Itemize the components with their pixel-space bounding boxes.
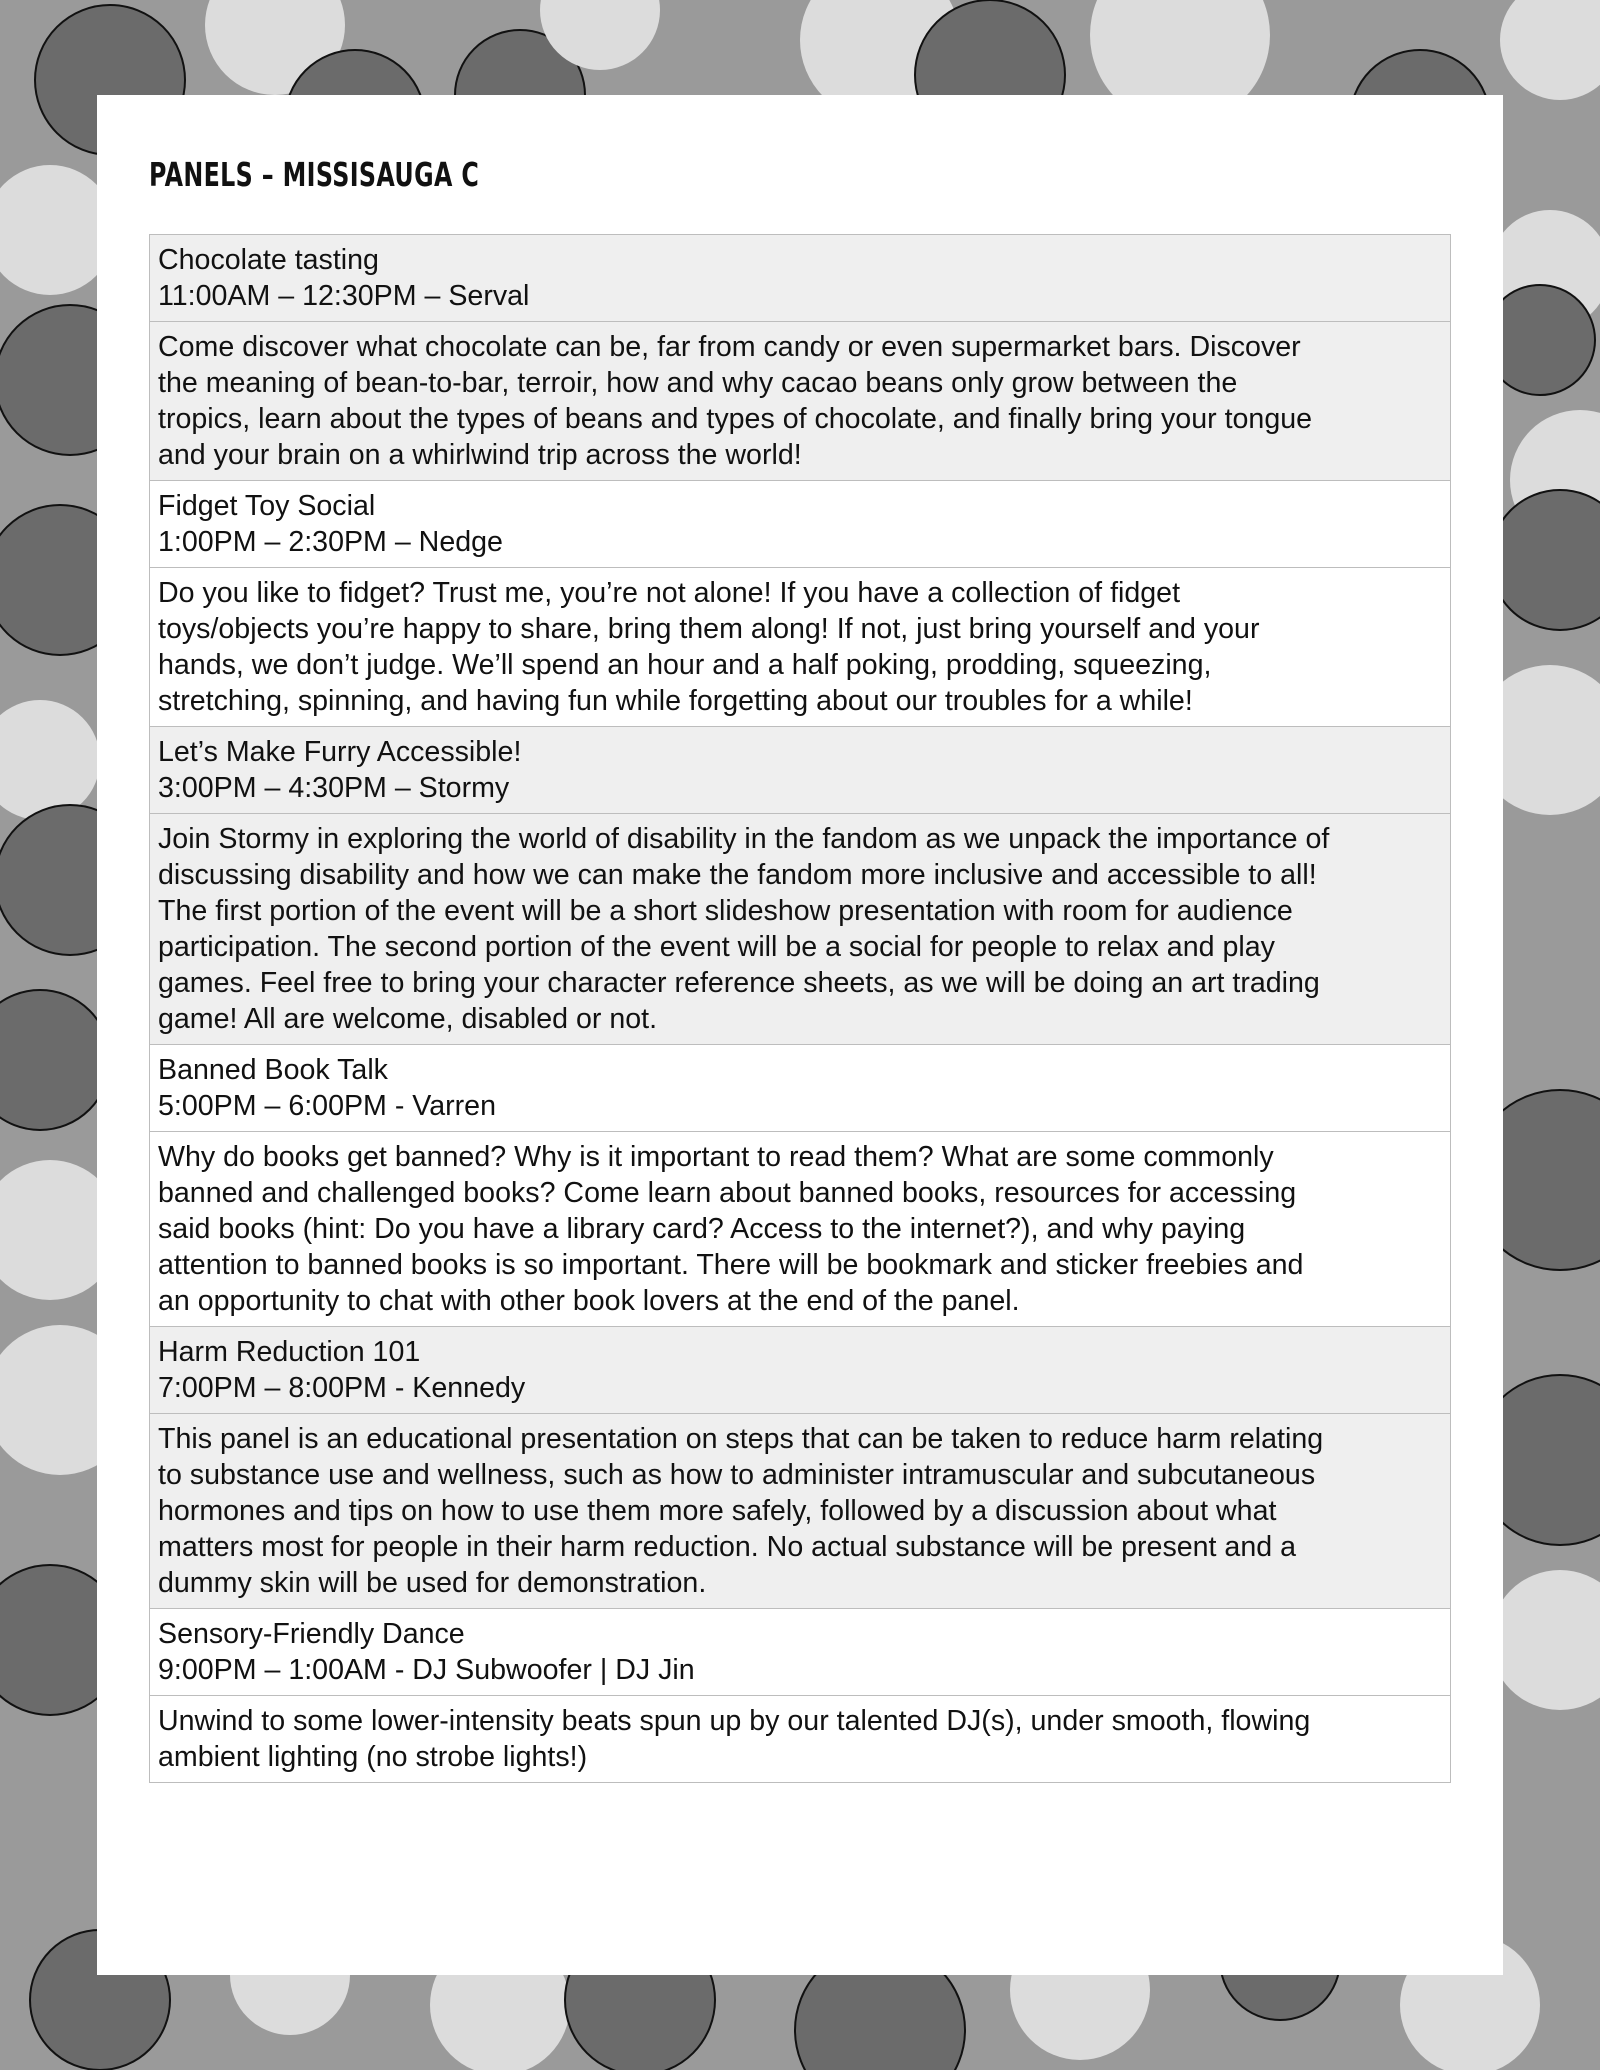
description-line: an opportunity to chat with other book lovers at the end of the panel. <box>158 1285 1020 1317</box>
event-description <box>150 1696 1450 1782</box>
description-line: banned and challenged books? Come learn about banned books, resources for accessing <box>158 1177 1297 1209</box>
description-line: attention to banned books is so important. There will be bookmark and sticker freebies and <box>158 1249 1304 1281</box>
description-line: Do you like to fidget? Trust me, you’re not alone! If you have a collection of fidget <box>158 577 1181 609</box>
event-description <box>150 322 1450 481</box>
description-line: Come discover what chocolate can be, far from candy or even supermarket bars. Discover <box>158 331 1301 363</box>
event-header <box>150 1045 1450 1132</box>
event-header <box>150 727 1450 814</box>
page-title: PANELS – MISSISAUGA C <box>149 155 480 194</box>
event-description <box>150 814 1450 1045</box>
event-description <box>150 1414 1450 1609</box>
event-header <box>150 235 1450 322</box>
event-time: 11:00AM – 12:30PM – Serval <box>158 280 530 312</box>
description-line: tropics, learn about the types of beans and types of chocolate, and finally bring your tongue <box>158 403 1313 435</box>
description-line: This panel is an educational presentation on steps that can be taken to reduce harm relating <box>158 1423 1324 1455</box>
event-description <box>150 1132 1450 1327</box>
event-header <box>150 1609 1450 1696</box>
description-line: and your brain on a whirlwind trip across the world! <box>158 439 802 471</box>
description-line: dummy skin will be used for demonstration. <box>158 1567 707 1599</box>
event-name: Chocolate tasting <box>158 244 379 276</box>
event-time: 5:00PM – 6:00PM - Varren <box>158 1090 496 1122</box>
description-line: The first portion of the event will be a short slideshow presentation with room for audience <box>158 895 1293 927</box>
description-line: to substance use and wellness, such as how to administer intramuscular and subcutaneous <box>158 1459 1316 1491</box>
description-line: ambient lighting (no strobe lights!) <box>158 1741 588 1773</box>
event-name: Fidget Toy Social <box>158 490 376 522</box>
description-line: the meaning of bean-to-bar, terroir, how and why cacao beans only grow between the <box>158 367 1238 399</box>
description-line: games. Feel free to bring your character reference sheets, as we will be doing an art trading <box>158 967 1320 999</box>
event-time: 1:00PM – 2:30PM – Nedge <box>158 526 503 558</box>
event-time: 7:00PM – 8:00PM - Kennedy <box>158 1372 526 1404</box>
description-line: participation. The second portion of the event will be a social for people to relax and play <box>158 931 1275 963</box>
description-line: hands, we don’t judge. We’ll spend an hour and a half poking, prodding, squeezing, <box>158 649 1212 681</box>
event-name: Harm Reduction 101 <box>158 1336 421 1368</box>
description-line: discussing disability and how we can make the fandom more inclusive and accessible to all! <box>158 859 1317 891</box>
event-time: 3:00PM – 4:30PM – Stormy <box>158 772 510 804</box>
description-line: Join Stormy in exploring the world of disability in the fandom as we unpack the importance of <box>158 823 1330 855</box>
description-line: Unwind to some lower-intensity beats spun up by our talented DJ(s), under smooth, flowing <box>158 1705 1311 1737</box>
schedule-page <box>97 95 1503 1975</box>
event-header <box>150 1327 1450 1414</box>
event-description <box>150 568 1450 727</box>
event-name: Sensory-Friendly Dance <box>158 1618 465 1650</box>
description-line: stretching, spinning, and having fun while forgetting about our troubles for a while! <box>158 685 1193 717</box>
event-time: 9:00PM – 1:00AM - DJ Subwoofer | DJ Jin <box>158 1654 695 1686</box>
event-header <box>150 481 1450 568</box>
schedule-table <box>149 234 1451 1783</box>
event-name: Let’s Make Furry Accessible! <box>158 736 522 768</box>
description-line: matters most for people in their harm reduction. No actual substance will be present and a <box>158 1531 1296 1563</box>
description-line: Why do books get banned? Why is it important to read them? What are some commonly <box>158 1141 1274 1173</box>
description-line: hormones and tips on how to use them more safely, followed by a discussion about what <box>158 1495 1277 1527</box>
description-line: toys/objects you’re happy to share, bring them along! If not, just bring yourself and your <box>158 613 1260 645</box>
event-name: Banned Book Talk <box>158 1054 388 1086</box>
description-line: said books (hint: Do you have a library card? Access to the internet?), and why paying <box>158 1213 1246 1245</box>
description-line: game! All are welcome, disabled or not. <box>158 1003 658 1035</box>
